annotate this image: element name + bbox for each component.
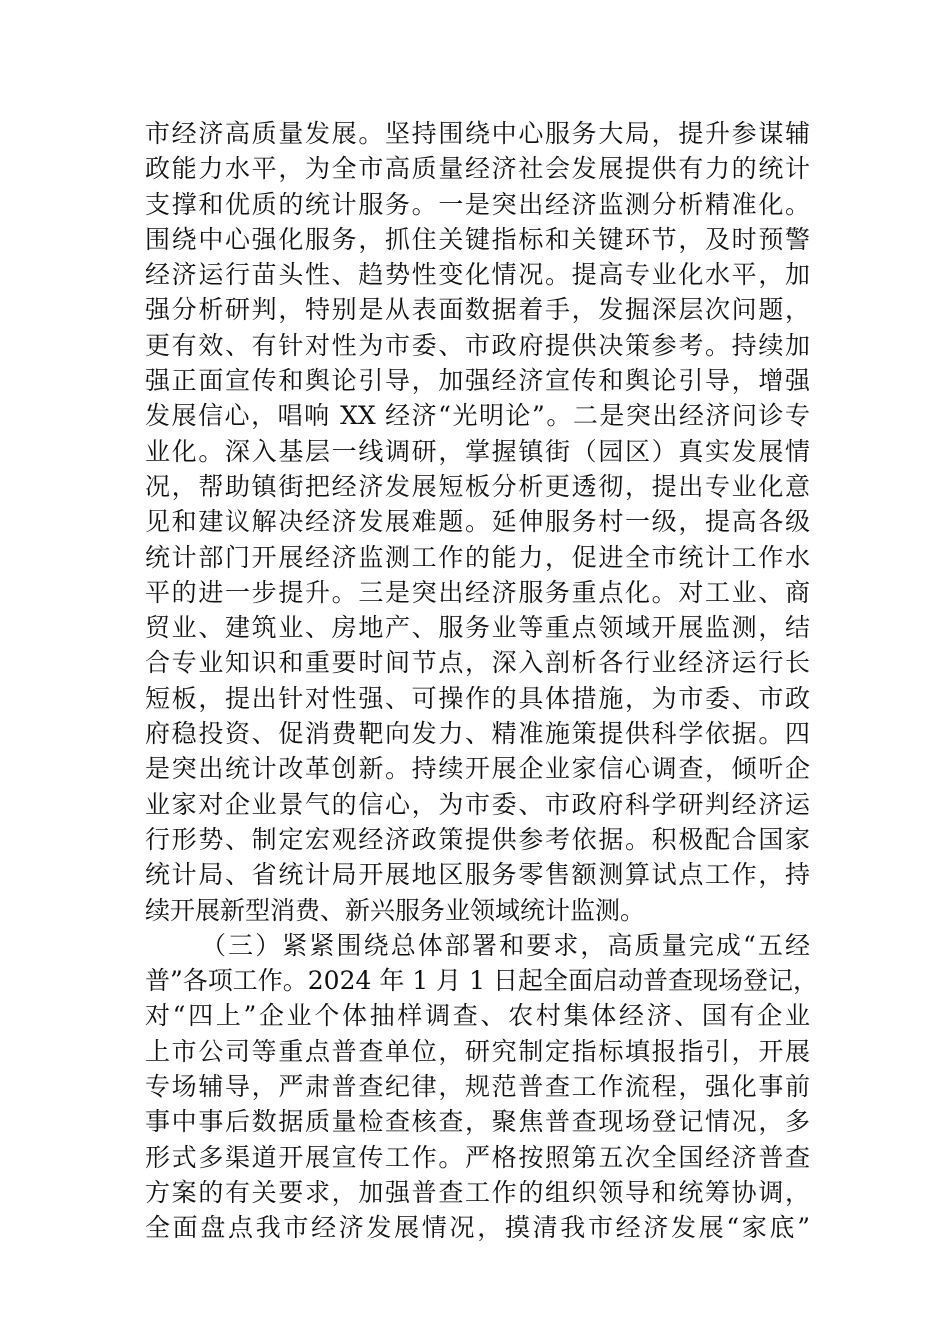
text-line: 全面盘点我市经济发展情况，摸清我市经济发展“家底” [145,1213,810,1243]
text-line: 统计局、省统计局开展地区服务零售额测算试点工作，持 [145,860,810,890]
text-line: 政能力水平，为全市高质量经济社会发展提供有力的统计 [145,154,810,184]
text-line: 上市公司等重点普查单位，研究制定指标填报指引，开展 [145,1036,810,1066]
text-line: 业家对企业景气的信心，为市委、市政府科学研判经济运 [145,789,810,819]
text-line: 事中事后数据质量检查核查，聚焦普查现场登记情况，多 [145,1107,810,1137]
text-line: 支撑和优质的统计服务。一是突出经济监测分析精准化。 [145,189,810,219]
paragraph-1 [145,116,810,928]
text-line: 统计部门开展经济监测工作的能力，促进全市统计工作水 [145,542,810,572]
text-line: 平的进一步提升。三是突出经济服务重点化。对工业、商 [145,577,810,607]
text-line: 方案的有关要求，加强普查工作的组织领导和统筹协调， [145,1177,810,1207]
text-line: 况，帮助镇街把经济发展短板分析更透彻，提出专业化意 [145,471,810,501]
text-line: 行形势、制定宏观经济政策提供参考依据。积极配合国家 [145,824,810,854]
text-line: 经济运行苗头性、趋势性变化情况。提高专业化水平，加 [145,260,810,290]
text-line: （三）紧紧围绕总体部署和要求，高质量完成“五经 [201,930,810,960]
paragraph-2 [145,928,818,1246]
text-line: 围绕中心强化服务，抓住关键指标和关键环节，及时预警 [145,224,810,254]
text-line: 专场辅导，严肃普查纪律，规范普查工作流程，强化事前 [145,1072,810,1102]
text-line: 是突出统计改革创新。持续开展企业家信心调查，倾听企 [145,754,810,784]
text-line: 形式多渠道开展宣传工作。严格按照第五次全国经济普查 [145,1142,810,1172]
text-line: 业化。深入基层一线调研，掌握镇街（园区）真实发展情 [145,436,810,466]
text-line: 合专业知识和重要时间节点，深入剖析各行业经济运行长 [145,648,810,678]
text-line: 普”各项工作。2024 年 1 月 1 日起全面启动普查现场登记， [145,966,818,996]
text-line: 贸业、建筑业、房地产、服务业等重点领域开展监测，结 [145,613,810,643]
text-line: 强正面宣传和舆论引导，加强经济宣传和舆论引导，增强 [145,366,810,396]
text-line: 短板，提出针对性强、可操作的具体措施，为市委、市政 [145,683,810,713]
text-line: 强分析研判，特别是从表面数据着手，发掘深层次问题， [145,295,810,325]
text-line: 见和建议解决经济发展难题。延伸服务村一级，提高各级 [145,507,810,537]
text-line: 对“四上”企业个体抽样调查、农村集体经济、国有企业 [145,1001,810,1031]
text-line: 更有效、有针对性为市委、市政府提供决策参考。持续加 [145,330,810,360]
text-line: 市经济高质量发展。坚持围绕中心服务大局，提升参谋辅 [145,119,810,148]
text-line: 续开展新型消费、新兴服务业领域统计监测。 [145,895,646,925]
text-line: 发展信心，唱响 XX 经济“光明论”。二是突出经济问诊专 [145,401,810,431]
text-line: 府稳投资、促消费靶向发力、精准施策提供科学依据。四 [145,719,810,749]
body-text [145,116,818,1246]
